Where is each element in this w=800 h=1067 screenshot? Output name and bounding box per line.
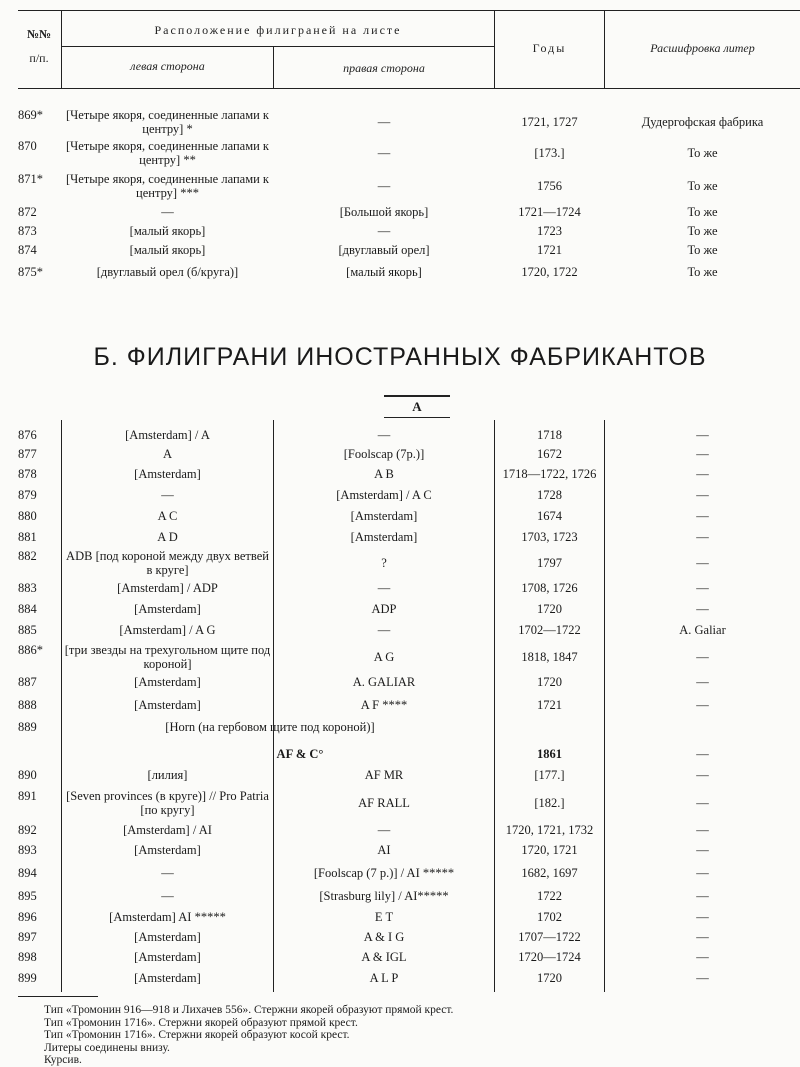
- row-number: 880: [18, 509, 37, 523]
- right-side-cell: [малый якорь]: [346, 265, 422, 279]
- col-divider-1: [61, 10, 62, 88]
- right-side-cell: —: [377, 115, 391, 129]
- right-side-cell: [Strasburg lily] / AI*****: [319, 889, 449, 903]
- years-cell: 1728: [537, 488, 562, 502]
- left-side-cell: [Amsterdam]: [134, 950, 201, 964]
- row-number: 876: [18, 428, 37, 442]
- decode-cell: —: [696, 930, 709, 944]
- row-number: 892: [18, 823, 37, 837]
- row-number: 893: [18, 843, 37, 857]
- footnote-text: Литеры соединены внизу.: [44, 1041, 170, 1054]
- left-side-header: левая сторона: [130, 59, 205, 73]
- right-side-cell: A L P: [369, 971, 399, 985]
- decode-cell: То же: [687, 224, 718, 238]
- decode-cell: A. Galiar: [679, 623, 726, 637]
- right-side-cell: A & IGL: [361, 950, 407, 964]
- years-cell: 1720: [537, 675, 562, 689]
- letter-bottom-rule: [384, 417, 450, 418]
- left-side-cell: [Amsterdam]: [134, 971, 201, 985]
- years-cell: 1674: [537, 509, 562, 523]
- right-side-cell: —: [377, 623, 391, 637]
- footnote-text: Тип «Тромонин 916—918 и Лихачев 556». Стержни якорей образуют прямой крест.: [44, 1004, 454, 1016]
- decode-cell: —: [696, 602, 709, 616]
- right-side-cell: A F ****: [360, 698, 408, 712]
- decode-cell: То же: [687, 243, 718, 257]
- years-cell: 1702: [537, 910, 562, 924]
- years-cell: 1723: [537, 224, 562, 238]
- row-number: 879: [18, 488, 37, 502]
- header-bottom-rule: [18, 88, 800, 89]
- left-side-cell: [Amsterdam] / AI: [123, 823, 212, 837]
- row-number: 872: [18, 205, 37, 219]
- decode-cell: —: [696, 675, 709, 689]
- row-number: 875*: [18, 265, 43, 279]
- row-number: 871*: [18, 172, 43, 186]
- right-side-cell: [Foolscap (7 p.)] / AI *****: [313, 866, 455, 880]
- decode-cell: —: [696, 509, 709, 523]
- years-cell: 1861: [537, 747, 562, 761]
- right-side-cell: A G: [373, 650, 395, 664]
- years-cell: 1702—1722: [518, 623, 581, 637]
- right-side-cell: [Foolscap (7p.)]: [343, 447, 425, 461]
- left-side-cell: ADB [под короной между двух ветвей в круге]: [66, 549, 269, 577]
- row-number: 883: [18, 581, 37, 595]
- left-side-cell: [Amsterdam]: [134, 467, 201, 481]
- decode-cell: —: [696, 971, 709, 985]
- right-side-cell: —: [377, 146, 391, 160]
- decode-cell: То же: [687, 265, 718, 279]
- right-side-cell: —: [377, 581, 391, 595]
- right-side-cell: [двуглавый орел]: [338, 243, 430, 257]
- right-side-cell: [Amsterdam]: [350, 530, 418, 544]
- left-side-cell: A D: [157, 530, 178, 544]
- footnote-text: Тип «Тромонин 1716». Стержни якорей образуют косой крест.: [44, 1029, 350, 1041]
- decode-cell: То же: [687, 146, 718, 160]
- left-side-cell: [Amsterdam]: [134, 698, 201, 712]
- left-side-cell: [Amsterdam] / ADP: [117, 581, 218, 595]
- decode-cell: —: [696, 889, 709, 903]
- row-number: 890: [18, 768, 37, 782]
- decode-cell: —: [696, 650, 709, 664]
- row-number: 885: [18, 623, 37, 637]
- section-title: Б. ФИЛИГРАНИ ИНОСТРАННЫХ ФАБРИКАНТОВ: [93, 343, 707, 371]
- row-number: 881: [18, 530, 37, 544]
- placement-underline: [62, 46, 494, 47]
- footnote-text: Тип «Тромонин 1716». Стержни якорей образуют прямой крест.: [44, 1016, 358, 1029]
- row-number: 874: [18, 243, 37, 257]
- row-number: 869*: [18, 108, 43, 122]
- number-header-abbr: п/п.: [29, 51, 49, 65]
- left-side-cell: A: [162, 447, 173, 461]
- row-number: 897: [18, 930, 37, 944]
- years-cell: 1718: [537, 428, 562, 442]
- decode-cell: —: [696, 747, 709, 761]
- left-side-cell: [Четыре якоря, соединенные лапами к центру] *: [65, 108, 270, 136]
- years-cell: 1818, 1847: [521, 650, 578, 664]
- right-side-header: правая сторона: [343, 61, 425, 75]
- footnote-rule: [18, 996, 98, 997]
- years-cell: 1797: [537, 556, 562, 570]
- left-side-cell: [Четыре якоря, соединенные лапами к центру] **: [65, 139, 270, 167]
- left-side-cell: [Amsterdam]: [134, 675, 201, 689]
- right-side-cell: ?: [381, 556, 387, 570]
- years-cell: 1721, 1727: [521, 115, 578, 129]
- placement-header: Расположение филиграней на листе: [154, 23, 402, 37]
- decode-cell: То же: [687, 179, 718, 193]
- decode-cell: —: [696, 950, 709, 964]
- row-number: 870: [18, 139, 37, 153]
- decode-header: Расшифровка литер: [650, 41, 755, 55]
- decode-cell: То же: [687, 205, 718, 219]
- right-side-cell: AF MR: [364, 768, 404, 782]
- decode-cell: —: [696, 910, 709, 924]
- decode-cell: —: [696, 428, 709, 442]
- left-side-cell: [малый якорь]: [129, 243, 206, 257]
- row-number: 886*: [18, 643, 43, 657]
- decode-cell: —: [696, 488, 709, 502]
- decode-cell: —: [696, 447, 709, 461]
- row-number: 899: [18, 971, 37, 985]
- left-side-cell: [Amsterdam]: [134, 602, 201, 616]
- row-number: 873: [18, 224, 37, 238]
- right-side-cell: A. GALIAR: [352, 675, 416, 689]
- years-cell: [177.]: [534, 768, 565, 782]
- left-side-cell: [малый якорь]: [129, 224, 206, 238]
- right-side-cell: —: [377, 823, 391, 837]
- decode-cell: —: [696, 698, 709, 712]
- years-cell: 1720, 1721: [521, 843, 578, 857]
- years-cell: 1720, 1721, 1732: [505, 823, 594, 837]
- number-header: [18, 27, 60, 65]
- right-side-cell: AF RALL: [358, 796, 410, 810]
- right-side-cell: A B: [374, 467, 394, 481]
- row-number: 884: [18, 602, 37, 616]
- left-side-cell: [Четыре якоря, соединенные лапами к центру] ***: [65, 172, 270, 200]
- years-cell: 1720: [537, 971, 562, 985]
- left-side-cell: [три звезды на трехугольном щите под короной]: [64, 643, 271, 671]
- decode-cell: —: [696, 823, 709, 837]
- left-side-cell: —: [161, 488, 174, 502]
- decode-cell: —: [696, 581, 709, 595]
- right-side-cell: —: [377, 179, 391, 193]
- right-side-cell: A & I G: [363, 930, 405, 944]
- years-cell: 1720: [537, 602, 562, 616]
- left-side-cell: —: [161, 889, 174, 903]
- right-side-cell: [Amsterdam]: [350, 509, 418, 523]
- decode-cell: —: [696, 796, 709, 810]
- row-number: 877: [18, 447, 37, 461]
- years-header: Годы: [532, 41, 567, 55]
- years-cell: 1672: [537, 447, 562, 461]
- decode-cell: —: [696, 768, 709, 782]
- years-cell: 1756: [537, 179, 562, 193]
- years-cell: 1708, 1726: [521, 581, 578, 595]
- years-cell: 1707—1722: [518, 930, 581, 944]
- years-cell: 1721: [537, 698, 562, 712]
- right-side-cell: AF & C°: [276, 747, 324, 761]
- row-number: 889: [18, 720, 37, 734]
- left-side-cell: [Amsterdam]: [134, 843, 201, 857]
- letter-heading: А: [412, 399, 422, 414]
- years-cell: 1682, 1697: [521, 866, 578, 880]
- years-cell: 1703, 1723: [521, 530, 578, 544]
- right-side-cell: [Большой якорь]: [339, 205, 429, 219]
- right-side-cell: [Amsterdam] / A C: [336, 488, 432, 502]
- right-side-cell: E T: [374, 910, 394, 924]
- number-header-symbol: №№: [26, 27, 52, 41]
- left-side-cell: [Amsterdam] AI *****: [109, 910, 226, 924]
- header-top-rule: [18, 10, 800, 11]
- left-side-cell: [двуглавый орел (б/круга)]: [96, 265, 239, 279]
- row-number: 878: [18, 467, 37, 481]
- left-side-cell: —: [161, 205, 174, 219]
- row-number: 891: [18, 789, 37, 803]
- right-side-cell: ADP: [371, 602, 397, 616]
- footnote-text: Курсив.: [44, 1054, 82, 1066]
- years-cell: 1720, 1722: [521, 265, 578, 279]
- years-cell: [182.]: [534, 796, 565, 810]
- years-cell: 1721: [537, 243, 562, 257]
- left-side-cell: —: [161, 866, 174, 880]
- years-cell: 1722: [537, 889, 562, 903]
- left-side-cell: [Horn (на гербовом щите под короной)]: [165, 720, 375, 734]
- left-side-cell: [лилия]: [147, 768, 188, 782]
- left-side-cell: [Seven provinces (в круге)] // Pro Patria [по кругу]: [66, 789, 269, 817]
- row-number: 895: [18, 889, 37, 903]
- left-side-cell: [Amsterdam] / A: [125, 428, 210, 442]
- years-cell: 1718—1722, 1726: [502, 467, 597, 481]
- row-number: 887: [18, 675, 37, 689]
- years-cell: 1721—1724: [518, 205, 581, 219]
- left-side-cell: A C: [157, 509, 178, 523]
- decode-cell: —: [696, 866, 709, 880]
- left-side-cell: [Amsterdam] / A G: [119, 623, 216, 637]
- decode-cell: —: [696, 843, 709, 857]
- row-number: 888: [18, 698, 37, 712]
- decode-cell: —: [696, 467, 709, 481]
- letter-top-rule: [384, 395, 450, 397]
- decode-cell: —: [696, 530, 709, 544]
- row-number: 882: [18, 549, 37, 563]
- years-cell: 1720—1724: [518, 950, 581, 964]
- right-side-cell: —: [377, 224, 391, 238]
- row-number: 896: [18, 910, 37, 924]
- right-side-cell: AI: [377, 843, 391, 857]
- decode-cell: —: [696, 556, 709, 570]
- years-cell: [173.]: [534, 146, 565, 160]
- decode-cell: Дудергофская фабрика: [641, 115, 764, 129]
- right-side-cell: —: [377, 428, 391, 442]
- row-number: 894: [18, 866, 37, 880]
- left-side-cell: [Amsterdam]: [134, 930, 201, 944]
- row-number: 898: [18, 950, 37, 964]
